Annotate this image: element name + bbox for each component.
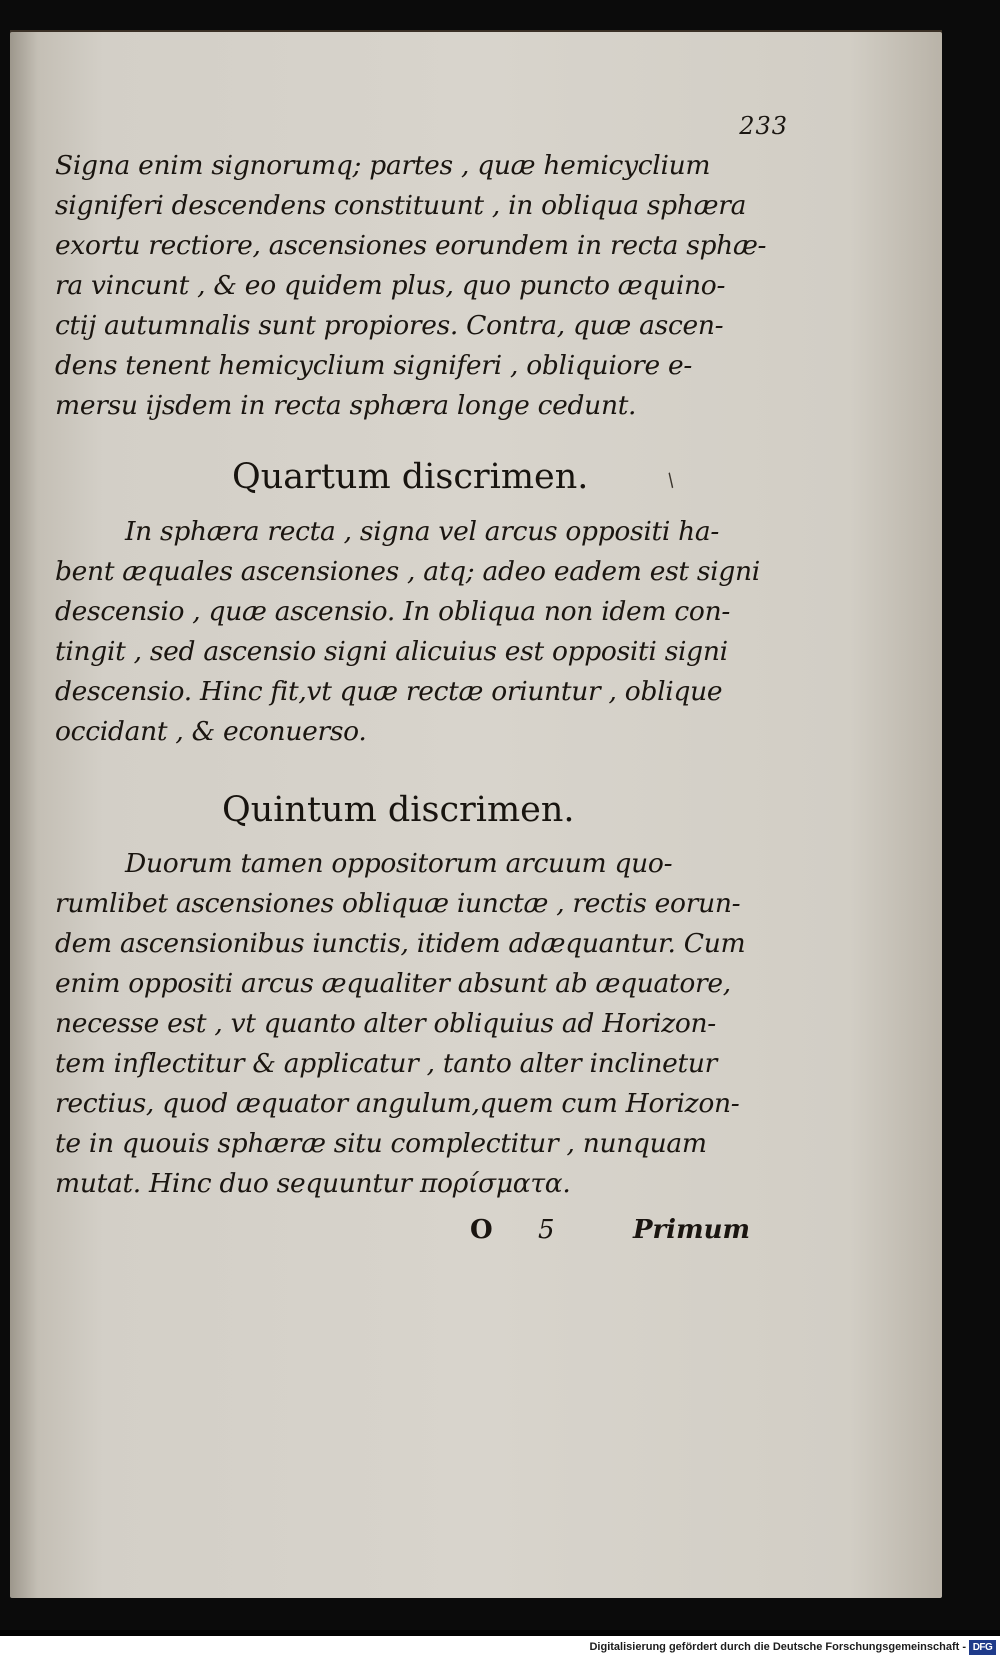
- section-heading-quintum: Quintum discrimen.: [222, 790, 575, 830]
- text-line: rumlibet ascensiones obliquæ iunctæ , rectis eorun-: [55, 888, 741, 919]
- text-line: tingit , sed ascensio signi alicuius est oppositi signi: [55, 636, 728, 667]
- text-line: enim oppositi arcus æqualiter absunt ab æquatore,: [55, 968, 731, 999]
- text-line: mutat. Hinc duo sequuntur πορίσματα.: [55, 1168, 571, 1199]
- text-line: necesse est , vt quanto alter obliquius ad Horizon-: [55, 1008, 716, 1039]
- text-line: Signa enim signorumq; partes , quæ hemicyclium: [55, 150, 711, 181]
- text-line: In sphæra recta , signa vel arcus oppositi ha-: [125, 516, 720, 547]
- digitization-credit: Digitalisierung gefördert durch die Deutsche Forschungsgemeinschaft -: [589, 1641, 966, 1653]
- text-line: tem inflectitur & applicatur , tanto alter inclinetur: [55, 1048, 717, 1079]
- text-line: descensio. Hinc fit,vt quæ rectæ oriuntur , oblique: [55, 676, 723, 707]
- signature-number: 5: [538, 1215, 555, 1245]
- text-line: occidant , & econuerso.: [55, 716, 367, 747]
- text-line: Duorum tamen oppositorum arcuum quo-: [125, 848, 673, 879]
- text-line: descensio , quæ ascensio. In obliqua non idem con-: [55, 596, 730, 627]
- catchword: Primum: [632, 1215, 750, 1245]
- stray-ink-mark: /: [663, 469, 679, 492]
- paragraph-2: [55, 512, 760, 752]
- paragraph-3: [55, 844, 745, 1204]
- text-line: exortu rectiore, ascensiones eorundem in recta sphæ-: [55, 230, 767, 261]
- signature-line: [470, 1210, 750, 1250]
- text-line: mersu ijsdem in recta sphæra longe cedunt.: [55, 390, 637, 421]
- text-line: rectius, quod æquator angulum,quem cum Horizon-: [55, 1088, 740, 1119]
- text-line: ctij autumnalis sunt propiores. Contra, quæ ascen-: [55, 310, 724, 341]
- text-line: dem ascensionibus iunctis, itidem adæquantur. Cum: [55, 928, 746, 959]
- paragraph-1: [55, 146, 767, 426]
- page-number: 233: [739, 112, 788, 140]
- text-line: signiferi descendens constituunt , in obliqua sphæra: [55, 190, 747, 221]
- dfg-logo-icon: DFG: [969, 1640, 996, 1655]
- section-heading-quartum: Quartum discrimen.: [232, 457, 589, 497]
- text-line: dens tenent hemicyclium signiferi , obliquiore e-: [55, 350, 693, 381]
- signature-mark: O: [470, 1215, 493, 1245]
- text-line: bent æquales ascensiones , atq; adeo eadem est signi: [55, 556, 760, 587]
- text-line: ra vincunt , & eo quidem plus, quo puncto æquino-: [55, 270, 726, 301]
- text-line: te in quouis sphæræ situ complectitur , nunquam: [55, 1128, 707, 1159]
